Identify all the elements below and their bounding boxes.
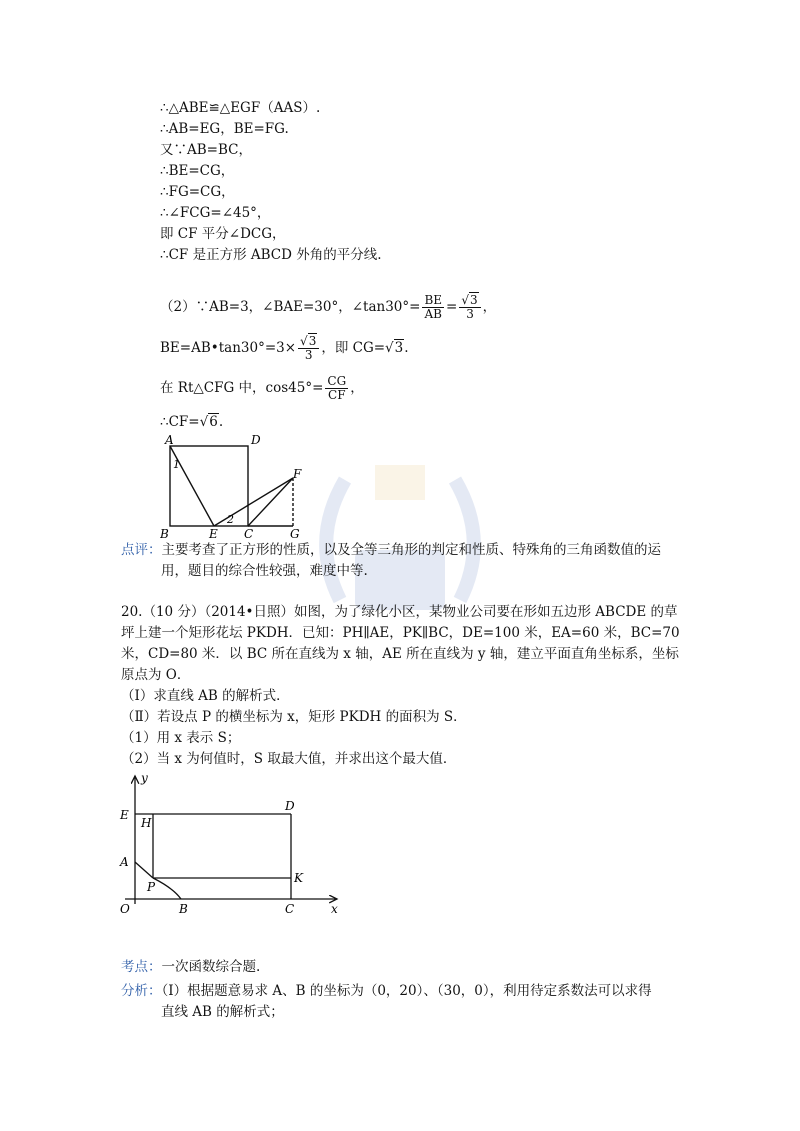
fraction-numerator: √3: [298, 335, 319, 349]
segment-pb: [153, 878, 181, 899]
label-g: G: [290, 527, 300, 541]
fraction-sqrt3-over-3: [459, 294, 480, 321]
label-b: B: [179, 902, 188, 916]
proof-line-7: 即 CF 平分∠DCG，: [160, 226, 286, 242]
segment-ef: [214, 478, 293, 526]
sqrt-expression: √3: [385, 340, 404, 356]
label-e: E: [120, 808, 129, 822]
problem20-line-4: 原点为 O．: [121, 667, 191, 683]
segment-ab-curve: [135, 862, 153, 878]
punctuation: .: [218, 414, 224, 430]
proof-line-2: ∴AB=EG，BE=FG.: [160, 121, 289, 137]
problem20-question-2a: （1）用 x 表示 S；: [121, 730, 241, 746]
problem20-question-1: （Ⅰ）求直线 AB 的解析式．: [121, 688, 290, 704]
problem20-line-3: 米，CD=80 米．以 BC 所在直线为 x 轴，AE 所在直线为 y 轴，建立平面直角坐标系，坐标: [121, 646, 679, 662]
punctuation: ，: [350, 380, 364, 396]
label-p: P: [147, 880, 156, 894]
label-c: C: [244, 527, 254, 541]
fraction-numerator: BE: [424, 293, 443, 307]
problem20-line-2: 坪上建一个矩形花坛 PKDH．已知：PH∥AE，PK∥BC，DE=100 米，EA=60 米，BC=70: [121, 625, 680, 641]
sqrt-expression: √6: [199, 414, 218, 430]
part2-line-3: [160, 373, 364, 403]
part2-line-2: [160, 333, 409, 363]
part2-l3-text: 在 Rt△CFG 中，cos45°=: [160, 380, 324, 396]
punctuation: ，: [482, 299, 497, 315]
punctuation: .: [404, 340, 409, 356]
label-angle-2: 2: [227, 513, 234, 526]
proof-line-6: ∴∠FCG=∠45°，: [160, 205, 271, 221]
fraction-sqrt3-over-3: [298, 335, 319, 362]
part2-l2-text-b: ，即 CG=: [321, 340, 386, 356]
proof-line-4: ∴BE=CG，: [160, 163, 235, 179]
problem20-question-2b: （2）当 x 为何值时，S 取最大值，并求出这个最大值．: [121, 751, 457, 767]
comment-line-1: [121, 540, 661, 560]
fenxi-line-2: 直线 AB 的解析式；: [161, 1004, 284, 1020]
part2-l2-text: BE=AB•tan30°=3×: [160, 340, 297, 356]
label-x: x: [331, 902, 338, 916]
fenxi-label: 分析：: [121, 983, 162, 999]
part2-l1-text: （2）∵AB=3，∠BAE=30°，∠tan30°=: [160, 299, 421, 315]
fraction-denominator: AB: [424, 307, 442, 321]
figure-square-abcd: [160, 432, 320, 542]
comment-label: 点评：: [121, 542, 162, 558]
fenxi-text: （Ⅰ）根据题意易求 A、B 的坐标为（0，20）、（30，0），利用待定系数法可以求得: [161, 983, 652, 999]
fenxi-line-1: [121, 981, 652, 1001]
part2-l4-text: ∴CF=: [160, 414, 200, 430]
comment-line-2: 用，题目的综合性较强，难度中等.: [161, 563, 368, 579]
kaodian-label: 考点：: [121, 959, 162, 975]
fraction-denominator: 3: [466, 307, 474, 321]
proof-line-8: ∴CF 是正方形 ABCD 外角的平分线.: [160, 247, 382, 263]
label-y: y: [141, 771, 148, 785]
figure-pentagon-coordinates: [115, 770, 355, 920]
radicand: 3: [470, 293, 478, 307]
label-a: A: [165, 433, 174, 447]
fraction-be-ab: [422, 294, 444, 321]
equals-sign: =: [446, 299, 458, 315]
radicand: 3: [308, 334, 317, 348]
square-abcd: [170, 446, 248, 526]
fraction-numerator: CG: [327, 374, 347, 388]
kaodian-text: 一次函数综合题.: [161, 959, 261, 975]
label-d: D: [251, 433, 261, 447]
label-h: H: [141, 816, 152, 830]
fraction-cg-cf: [325, 375, 348, 402]
fraction-denominator: 3: [304, 348, 313, 362]
label-a: A: [120, 855, 129, 869]
problem20-question-2: （Ⅱ）若设点 P 的横坐标为 x，矩形 PKDH 的面积为 S．: [121, 709, 467, 725]
label-b: B: [160, 527, 169, 541]
problem20-line-1: 20.（10 分）（2014•日照）如图，为了绿化小区，某物业公司要在形如五边形 ABCDE 的草: [121, 604, 678, 620]
label-k: K: [294, 871, 303, 885]
part2-line-4: [160, 412, 223, 432]
fraction-denominator: CF: [328, 388, 346, 402]
radicand: 3: [394, 340, 404, 356]
label-angle-1: 1: [173, 458, 180, 471]
proof-line-1: ∴△ABE≌△EGF（AAS）.: [160, 100, 321, 116]
label-e: E: [209, 527, 218, 541]
proof-line-3: 又∵AB=BC，: [160, 142, 252, 158]
label-o: O: [120, 902, 130, 916]
comment-text: 主要考查了正方形的性质，以及全等三角形的判定和性质、特殊角的三角函数值的运: [161, 542, 661, 558]
radicand: 6: [209, 414, 218, 430]
proof-line-5: ∴FG=CG，: [160, 184, 235, 200]
label-d: D: [285, 799, 295, 813]
fraction-numerator: √3: [459, 294, 480, 308]
part2-line-1: [160, 292, 496, 322]
label-f: F: [293, 467, 302, 481]
label-c: C: [285, 902, 295, 916]
kaodian-line: [121, 957, 260, 977]
